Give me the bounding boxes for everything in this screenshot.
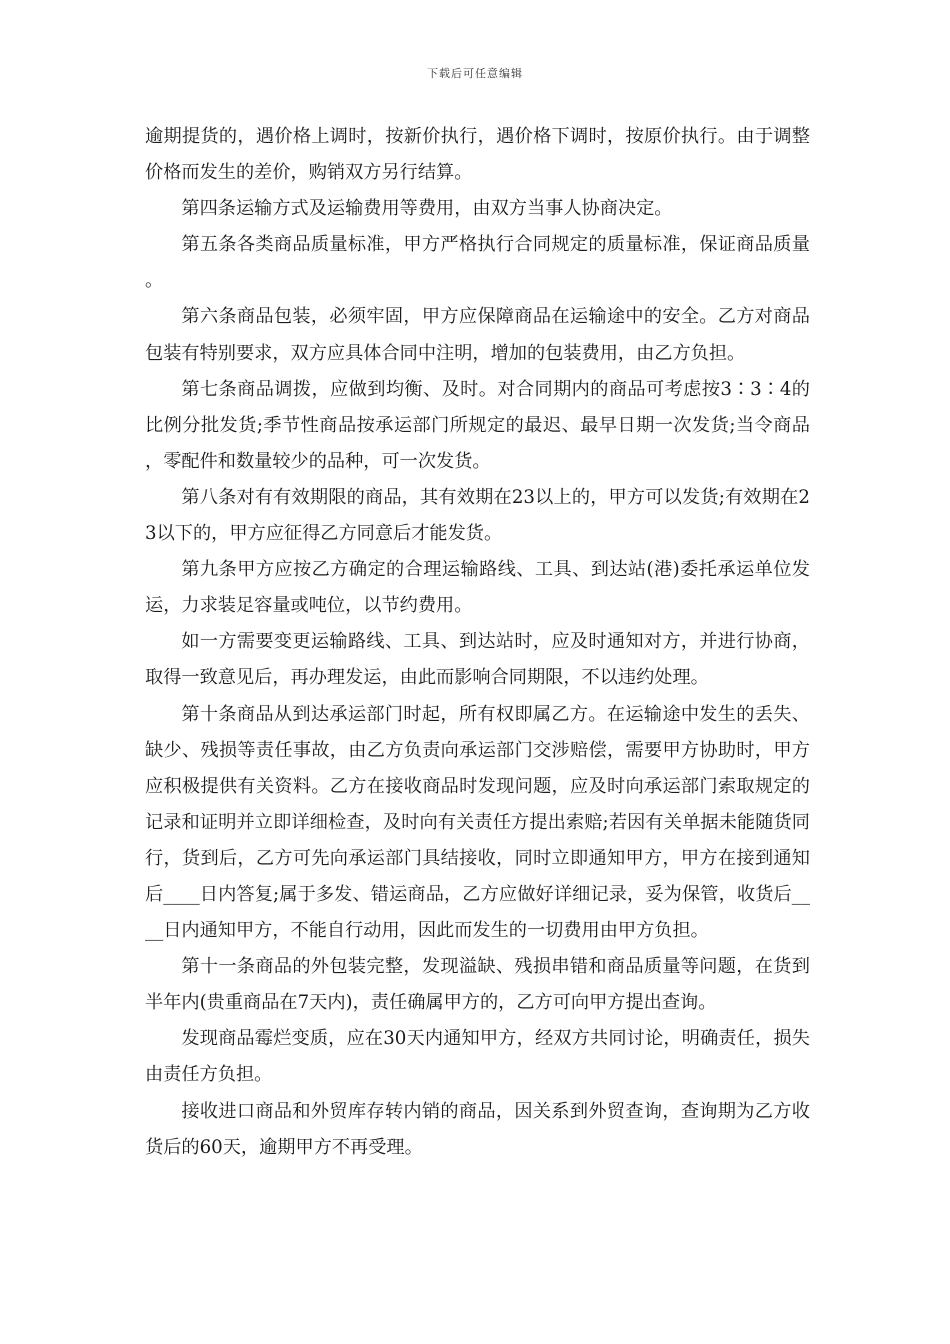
paragraph-article-10: 第十条商品从到达承运部门时起，所有权即属乙方。在运输途中发生的丢失、缺少、残损等责任事故，由乙方负责向承运部门交涉赔偿，需要甲方协助时，甲方应积极提供有关资料。乙方在接收商品时发现问题，应及时向承运部门索取规定的记录和证明并立即详细检查，及时向有关责任方提出索赔;若因有关单据未能随货同行，货到后，乙方可先向承运部门具结接收，同时立即通知甲方，甲方在接到通知后____日内答复;属于多发、错运商品，乙方应做好详细记录，妥为保管，收货后____日内通知甲方，不能自行动用，因此而发生的一切费用由甲方负担。 bbox=[145, 703, 810, 942]
paragraph-imports: 接收进口商品和外贸库存转内销的商品，因关系到外贸查询，查询期为乙方收货后的60天，逾期甲方不再受理。 bbox=[145, 1100, 810, 1158]
paragraph-article-8: 第八条对有有效期限的商品，其有效期在23以上的，甲方可以发货;有效期在23以下的，甲方应征得乙方同意后才能发货。 bbox=[145, 486, 810, 545]
document-body bbox=[145, 119, 810, 1166]
paragraph-continuation: 逾期提货的，遇价格上调时，按新价执行，遇价格下调时，按原价执行。由于调整价格而发生的差价，购销双方另行结算。 bbox=[145, 126, 810, 184]
paragraph-article-11: 第十一条商品的外包装完整，发现溢缺、残损串错和商品质量等问题，在货到半年内(贵重商品在7天内)，责任确属甲方的，乙方可向甲方提出查询。 bbox=[145, 956, 810, 1014]
paragraph-article-6: 第六条商品包装，必须牢固，甲方应保障商品在运输途中的安全。乙方对商品包装有特别要求，双方应具体合同中注明，增加的包装费用，由乙方负担。 bbox=[145, 306, 810, 364]
paragraph-spoilage: 发现商品霉烂变质，应在30天内通知甲方，经双方共同讨论，明确责任，损失由责任方负担。 bbox=[145, 1028, 810, 1086]
paragraph-article-4: 第四条运输方式及运输费用等费用，由双方当事人协商决定。 bbox=[181, 198, 673, 220]
paragraph-article-5: 第五条各类商品质量标准，甲方严格执行合同规定的质量标准，保证商品质量。 bbox=[145, 234, 810, 292]
paragraph-article-9: 第九条甲方应按乙方确定的合理运输路线、工具、到达站(港)委托承运单位发运，力求装足容量或吨位，以节约费用。 bbox=[145, 559, 810, 617]
paragraph-article-7: 第七条商品调拨，应做到均衡、及时。对合同期内的商品可考虑按3∶3∶4的比例分批发货;季节性商品按承运部门所规定的最迟、最早日期一次发货;当令商品，零配件和数量较少的品种，可一次发货。 bbox=[145, 378, 810, 472]
paragraph-route-change: 如一方需要变更运输路线、工具、到达站时，应及时通知对方，并进行协商，取得一致意见后，再办理发运，由此而影响合同期限，不以违约处理。 bbox=[145, 631, 810, 689]
page-header: 下载后可任意编辑 bbox=[427, 67, 523, 80]
